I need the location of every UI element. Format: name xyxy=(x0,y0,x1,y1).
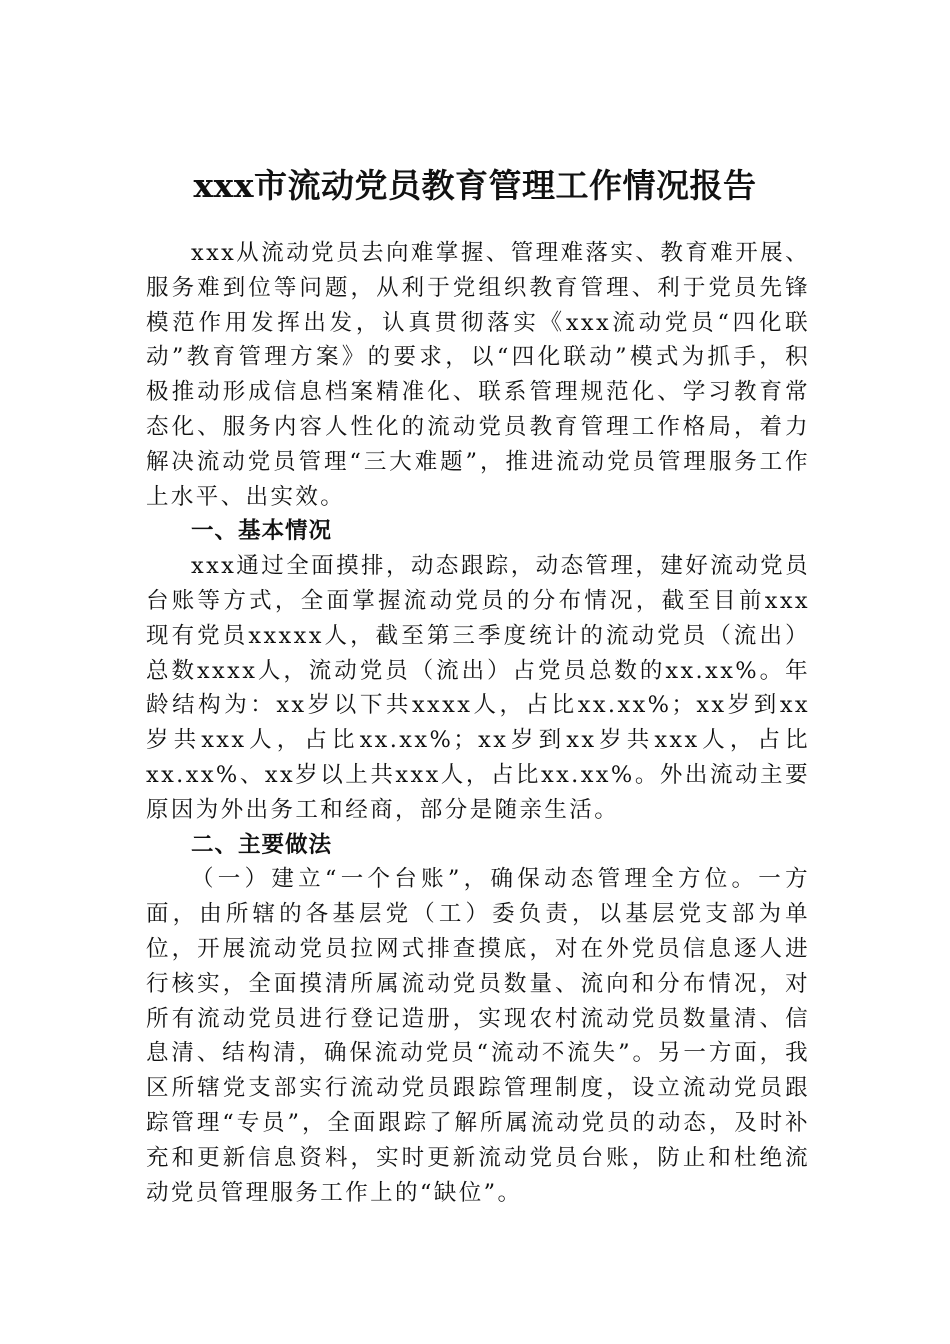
main-practices-paragraph: （一）建立“一个台账”，确保动态管理全方位。一方面，由所辖的各基层党（工）委负责，以基层党支部为单位，开展流动党员拉网式排查摸底，对在外党员信息逐人进行核实，全面摸清所属流动党员数量、流向和分布情况，对所有流动党员进行登记造册，实现农村流动党员数量清、信息清、结构清，确保流动党员“流动不流失”。另一方面，我区所辖党支部实行流动党员跟踪管理制度，设立流动党员跟踪管理“专员”，全面跟踪了解所属流动党员的动态，及时补充和更新信息资料，实时更新流动党员台账，防止和杜绝流动党员管理服务工作上的“缺位”。 xyxy=(146,866,810,1206)
intro-paragraph: xxx从流动党员去向难掌握、管理难落实、教育难开展、服务难到位等问题，从利于党组织教育管理、利于党员先锋模范作用发挥出发，认真贯彻落实《xxx流动党员“四化联动”教育管理方案》的要求，以“四化联动”模式为抓手，积极推动形成信息档案精准化、联系管理规范化、学习教育常态化、服务内容人性化的流动党员教育管理工作格局，着力解决流动党员管理“三大难题”，推进流动党员管理服务工作上水平、出实效。 xyxy=(146,240,810,510)
document-body xyxy=(146,236,810,1210)
basic-situation-paragraph: xxx通过全面摸排，动态跟踪，动态管理，建好流动党员台账等方式，全面掌握流动党员的分布情况，截至目前xxx现有党员xxxxx人，截至第三季度统计的流动党员（流出）总数xxxx人，流动党员（流出）占党员总数的xx.xx%。年龄结构为：xx岁以下共xxxx人，占比xx.xx%；xx岁到xx岁共xxx人，占比xx.xx%；xx岁到xx岁共xxx人，占比xx.xx%、xx岁以上共xxx人，占比xx.xx%。外出流动主要原因为外出务工和经商，部分是随亲生活。 xyxy=(146,553,810,823)
section-heading-basic-situation: 一、基本情况 xyxy=(191,518,333,545)
section-heading-main-practices: 二、主要做法 xyxy=(191,831,333,858)
document-title: xxx市流动党员教育管理工作情况报告 xyxy=(193,166,757,205)
